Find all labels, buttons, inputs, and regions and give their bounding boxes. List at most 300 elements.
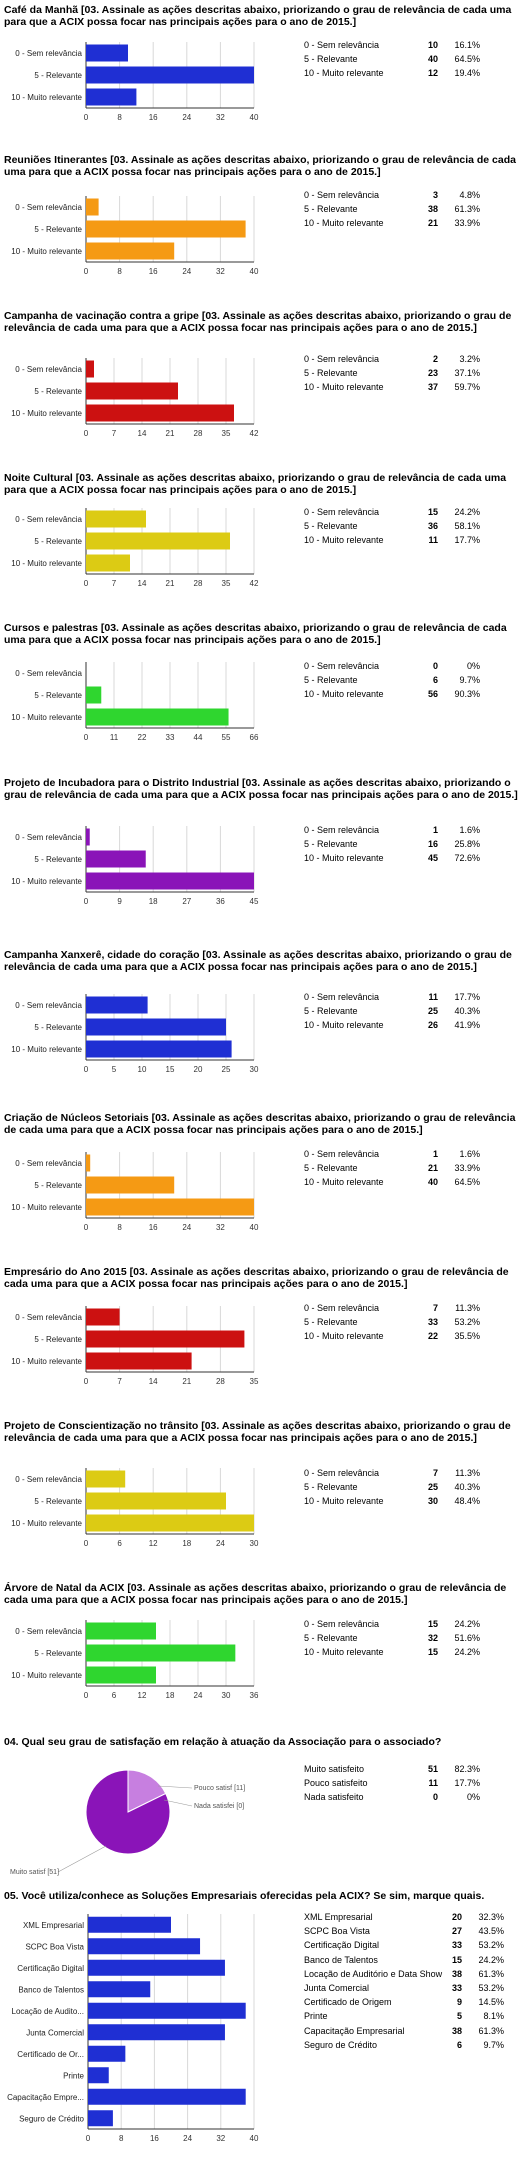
answer-count: 33 bbox=[427, 1317, 438, 1328]
x-tick-label: 24 bbox=[215, 1539, 225, 1548]
answer-percent: 53.2% bbox=[454, 1317, 480, 1328]
answer-count: 25 bbox=[427, 1482, 438, 1493]
answer-percent: 14.5% bbox=[478, 1997, 504, 2008]
x-tick-label: 28 bbox=[193, 429, 203, 438]
x-tick-label: 32 bbox=[216, 2134, 226, 2143]
answer-label: 5 - Relevante bbox=[304, 368, 358, 379]
answer-count: 10 bbox=[427, 40, 438, 50]
bar-chart bbox=[0, 826, 528, 910]
bar bbox=[86, 533, 230, 550]
y-tick-label: 0 - Sem relevância bbox=[15, 1313, 82, 1322]
answer-count: 0 bbox=[432, 1792, 438, 1803]
x-tick-label: 7 bbox=[111, 579, 117, 588]
bar bbox=[88, 2110, 113, 2126]
answer-percent: 8.1% bbox=[483, 2011, 504, 2022]
answer-label: XML Empresarial bbox=[304, 1912, 373, 1922]
y-tick-label: 10 - Muito relevante bbox=[11, 409, 82, 418]
answer-count: 40 bbox=[427, 1177, 438, 1188]
x-tick-label: 35 bbox=[249, 1377, 259, 1386]
x-tick-label: 66 bbox=[249, 733, 259, 742]
bar bbox=[86, 361, 94, 378]
bar bbox=[88, 1960, 225, 1976]
x-tick-label: 21 bbox=[165, 579, 175, 588]
answer-label: 10 - Muito relevante bbox=[304, 382, 384, 393]
answer-count: 16 bbox=[427, 839, 438, 850]
x-tick-label: 6 bbox=[117, 1539, 122, 1548]
answer-label: 5 - Relevante bbox=[304, 1482, 358, 1493]
x-tick-label: 45 bbox=[249, 897, 259, 906]
y-tick-label: 5 - Relevante bbox=[34, 387, 82, 396]
answer-percent: 24.2% bbox=[478, 1954, 504, 1965]
x-tick-label: 11 bbox=[109, 733, 119, 742]
x-tick-label: 20 bbox=[193, 1065, 203, 1074]
answer-percent: 61.3% bbox=[478, 1968, 504, 1979]
answer-label: 5 - Relevante bbox=[304, 1633, 358, 1644]
x-tick-label: 30 bbox=[249, 1065, 259, 1074]
x-tick-label: 33 bbox=[165, 733, 175, 742]
y-tick-label: 0 - Sem relevância bbox=[15, 365, 82, 374]
y-tick-label: 0 - Sem relevância bbox=[15, 1475, 82, 1484]
slice-label: Muito satisf [51] bbox=[10, 1869, 60, 1876]
answer-label: 0 - Sem relevância bbox=[304, 992, 380, 1002]
y-tick-label: Junta Comercial bbox=[26, 2028, 84, 2038]
answer-percent: 40.3% bbox=[454, 1006, 480, 1017]
question-title: Projeto de Incubadora para o Distrito Industrial [03. Assinale as ações descritas abaixo, priorizando o grau de relevância de cada uma para que a ACIX possa focar nas principais ações para o ano de 2015.] bbox=[4, 777, 518, 801]
bar-chart bbox=[0, 1914, 528, 2147]
answer-label: 5 - Relevante bbox=[304, 204, 358, 215]
bar-chart bbox=[0, 358, 528, 442]
bar bbox=[88, 2046, 125, 2062]
y-tick-label: Certificação Digital bbox=[17, 1963, 84, 1973]
answer-count: 25 bbox=[427, 1006, 438, 1017]
x-tick-label: 8 bbox=[117, 267, 122, 276]
answer-percent: 24.2% bbox=[454, 507, 480, 517]
bar bbox=[88, 2067, 109, 2083]
y-tick-label: 10 - Muito relevante bbox=[11, 713, 82, 722]
y-tick-label: XML Empresarial bbox=[22, 1920, 84, 1930]
pie-chart bbox=[0, 1762, 300, 1882]
answer-count: 30 bbox=[427, 1496, 438, 1507]
y-tick-label: 10 - Muito relevante bbox=[11, 559, 82, 568]
answer-percent: 0% bbox=[466, 1792, 480, 1803]
answer-percent: 24.2% bbox=[454, 1619, 480, 1629]
answer-label: 10 - Muito relevante bbox=[304, 68, 384, 79]
answer-count: 37 bbox=[427, 382, 438, 393]
answer-count: 1 bbox=[432, 1149, 438, 1159]
bar bbox=[86, 199, 99, 216]
answer-percent: 53.2% bbox=[478, 1940, 504, 1951]
bar bbox=[86, 89, 136, 106]
y-tick-label: 10 - Muito relevante bbox=[11, 1519, 82, 1528]
bar bbox=[86, 1199, 254, 1216]
bar bbox=[86, 1493, 226, 1510]
answer-count: 38 bbox=[451, 2025, 462, 2036]
x-tick-label: 0 bbox=[83, 1691, 89, 1700]
x-tick-label: 14 bbox=[137, 579, 147, 588]
bar-chart bbox=[0, 42, 528, 126]
answer-count: 38 bbox=[451, 1968, 462, 1979]
answer-percent: 32.3% bbox=[478, 1912, 504, 1922]
x-tick-label: 30 bbox=[221, 1691, 231, 1700]
y-tick-label: SCPC Boa Vista bbox=[25, 1942, 84, 1952]
x-tick-label: 9 bbox=[117, 897, 122, 906]
answer-label: 10 - Muito relevante bbox=[304, 535, 384, 546]
answer-percent: 40.3% bbox=[454, 1482, 480, 1493]
y-tick-label: 10 - Muito relevante bbox=[11, 1045, 82, 1054]
x-tick-label: 0 bbox=[83, 1065, 89, 1074]
bar bbox=[86, 1515, 254, 1532]
x-tick-label: 0 bbox=[83, 267, 89, 276]
answer-percent: 41.9% bbox=[454, 1020, 480, 1031]
x-tick-label: 14 bbox=[148, 1377, 158, 1386]
bar bbox=[86, 1019, 226, 1036]
answer-count: 5 bbox=[456, 2011, 462, 2022]
bar bbox=[86, 1155, 90, 1172]
answer-count: 6 bbox=[456, 2039, 462, 2050]
answer-label: SCPC Boa Vista bbox=[304, 1926, 370, 1937]
bar bbox=[86, 687, 101, 704]
answer-count: 40 bbox=[427, 54, 438, 65]
y-tick-label: 5 - Relevante bbox=[34, 71, 82, 80]
x-tick-label: 8 bbox=[117, 1223, 122, 1232]
bar bbox=[86, 1331, 244, 1348]
answer-percent: 64.5% bbox=[454, 54, 480, 65]
y-tick-label: 0 - Sem relevância bbox=[15, 1001, 82, 1010]
slice-label: Nada satisfei [0] bbox=[194, 1803, 245, 1810]
y-tick-label: 5 - Relevante bbox=[34, 855, 82, 864]
y-tick-label: 10 - Muito relevante bbox=[11, 93, 82, 102]
answer-label: Capacitação Empresarial bbox=[304, 2025, 405, 2036]
x-tick-label: 18 bbox=[182, 1539, 192, 1548]
answer-percent: 9.7% bbox=[459, 675, 480, 686]
answer-percent: 4.8% bbox=[459, 190, 480, 200]
answer-label: 5 - Relevante bbox=[304, 675, 358, 686]
bar bbox=[86, 405, 234, 422]
x-tick-label: 40 bbox=[249, 267, 259, 276]
leader-line bbox=[58, 1846, 106, 1872]
answer-label: 0 - Sem relevância bbox=[304, 507, 380, 517]
y-tick-label: 0 - Sem relevância bbox=[15, 669, 82, 678]
answer-count: 11 bbox=[428, 1778, 438, 1789]
y-tick-label: 10 - Muito relevante bbox=[11, 877, 82, 886]
y-tick-label: 5 - Relevante bbox=[34, 1335, 82, 1344]
answer-label: 0 - Sem relevância bbox=[304, 190, 380, 200]
answer-label: Junta Comercial bbox=[304, 1982, 370, 1993]
answer-percent: 17.7% bbox=[454, 1778, 480, 1789]
answer-percent: 35.5% bbox=[454, 1331, 480, 1342]
answer-count: 9 bbox=[456, 1997, 462, 2008]
answer-label: 5 - Relevante bbox=[304, 1163, 358, 1174]
x-tick-label: 14 bbox=[137, 429, 147, 438]
x-tick-label: 0 bbox=[83, 429, 89, 438]
y-tick-label: Capacitação Empre... bbox=[7, 2092, 84, 2102]
x-tick-label: 0 bbox=[83, 113, 89, 122]
answer-percent: 16.1% bbox=[454, 40, 480, 50]
answer-count: 51 bbox=[427, 1764, 438, 1774]
y-tick-label: Banco de Talentos bbox=[18, 1985, 84, 1995]
slice-label: Pouco satisf [11] bbox=[194, 1785, 246, 1792]
y-tick-label: 0 - Sem relevância bbox=[15, 49, 82, 58]
answer-count: 33 bbox=[451, 1940, 462, 1951]
bar bbox=[86, 851, 146, 868]
x-tick-label: 55 bbox=[221, 733, 231, 742]
answer-label: 10 - Muito relevante bbox=[304, 1020, 384, 1031]
x-tick-label: 40 bbox=[249, 113, 259, 122]
answer-percent: 17.7% bbox=[454, 535, 480, 546]
x-tick-label: 16 bbox=[149, 2134, 159, 2143]
answer-count: 20 bbox=[451, 1912, 462, 1922]
question-title: Projeto de Conscientização no trânsito [03. Assinale as ações descritas abaixo, priorizando o grau de relevância de cada uma para que a ACIX possa focar nas principais ações para o ano de 2015.] bbox=[4, 1420, 511, 1444]
x-tick-label: 0 bbox=[83, 1223, 89, 1232]
x-tick-label: 35 bbox=[221, 579, 231, 588]
answer-percent: 59.7% bbox=[454, 382, 480, 393]
answer-count: 32 bbox=[427, 1633, 438, 1644]
x-tick-label: 24 bbox=[182, 1223, 192, 1232]
answer-count: 23 bbox=[427, 368, 438, 379]
bar-chart bbox=[0, 1468, 528, 1552]
x-tick-label: 21 bbox=[165, 429, 175, 438]
answer-count: 21 bbox=[427, 1163, 438, 1174]
answer-count: 11 bbox=[428, 535, 438, 546]
x-tick-label: 35 bbox=[221, 429, 231, 438]
y-tick-label: Seguro de Crédito bbox=[19, 2114, 84, 2124]
question-title: Árvore de Natal da ACIX [03. Assinale as ações descritas abaixo, priorizando o grau de relevância de cada uma para que a ACIX possa focar nas principais ações para o ano de 2015.] bbox=[4, 1582, 507, 1606]
answer-label: Pouco satisfeito bbox=[304, 1778, 368, 1789]
answer-count: 11 bbox=[428, 992, 438, 1002]
answer-label: Nada satisfeito bbox=[304, 1792, 364, 1803]
y-tick-label: Certificado de Or... bbox=[17, 2049, 84, 2059]
x-tick-label: 36 bbox=[249, 1691, 259, 1700]
x-tick-label: 6 bbox=[111, 1691, 117, 1700]
question-title: Criação de Núcleos Setoriais [03. Assinale as ações descritas abaixo, priorizando o grau de relevância de cada uma para que a ACIX possa focar nas principais ações para o ano de 2015.] bbox=[4, 1112, 516, 1136]
answer-count: 7 bbox=[432, 1468, 438, 1478]
answer-label: 0 - Sem relevância bbox=[304, 40, 380, 50]
bar bbox=[86, 511, 146, 528]
question-title: 05. Você utiliza/conhece as Soluções Empresariais oferecidas pela ACIX? Se sim, marque quais. bbox=[4, 1890, 485, 1902]
answer-percent: 11.3% bbox=[455, 1303, 480, 1313]
answer-percent: 53.2% bbox=[478, 1982, 504, 1993]
bar-chart bbox=[0, 196, 528, 280]
answer-label: 0 - Sem relevância bbox=[304, 1468, 380, 1478]
y-tick-label: 0 - Sem relevância bbox=[15, 515, 82, 524]
bar bbox=[86, 1177, 174, 1194]
answer-label: 10 - Muito relevante bbox=[304, 1331, 384, 1342]
x-tick-label: 22 bbox=[137, 733, 147, 742]
answer-count: 15 bbox=[427, 1619, 438, 1629]
answer-count: 3 bbox=[432, 190, 438, 200]
answer-label: 10 - Muito relevante bbox=[304, 218, 384, 229]
bar bbox=[86, 221, 246, 238]
x-tick-label: 42 bbox=[249, 579, 259, 588]
answer-label: 10 - Muito relevante bbox=[304, 853, 384, 864]
bar bbox=[86, 997, 148, 1014]
bar-chart bbox=[0, 994, 528, 1078]
answer-count: 12 bbox=[427, 68, 438, 79]
answer-label: 5 - Relevante bbox=[304, 521, 358, 532]
bar-chart bbox=[0, 1620, 528, 1704]
answer-label: 0 - Sem relevância bbox=[304, 1149, 380, 1159]
bar bbox=[86, 243, 174, 260]
answer-count: 0 bbox=[432, 661, 438, 671]
bar bbox=[86, 1667, 156, 1684]
answer-percent: 11.3% bbox=[455, 1468, 480, 1478]
question-title: Empresário do Ano 2015 [03. Assinale as ações descritas abaixo, priorizando o grau de relevância de cada uma para que a ACIX possa focar nas principais ações para o ano de 2015.] bbox=[4, 1266, 509, 1290]
answer-count: 15 bbox=[427, 507, 438, 517]
x-tick-label: 32 bbox=[215, 267, 225, 276]
answer-label: Printe bbox=[304, 2011, 328, 2022]
answer-count: 21 bbox=[427, 218, 438, 229]
y-tick-label: 0 - Sem relevância bbox=[15, 1159, 82, 1168]
x-tick-label: 16 bbox=[148, 267, 158, 276]
x-tick-label: 16 bbox=[148, 1223, 158, 1232]
bar bbox=[88, 1981, 150, 1997]
answer-percent: 24.2% bbox=[454, 1647, 480, 1658]
x-tick-label: 27 bbox=[182, 897, 192, 906]
x-tick-label: 7 bbox=[111, 429, 117, 438]
bar bbox=[86, 873, 254, 890]
bar bbox=[86, 1623, 156, 1640]
bar bbox=[88, 2089, 246, 2105]
bar bbox=[86, 1353, 192, 1370]
x-tick-label: 0 bbox=[83, 733, 89, 742]
answer-percent: 72.6% bbox=[454, 853, 480, 864]
y-tick-label: 10 - Muito relevante bbox=[11, 247, 82, 256]
answer-count: 15 bbox=[427, 1647, 438, 1658]
answer-percent: 61.3% bbox=[454, 204, 480, 215]
answer-percent: 9.7% bbox=[483, 2039, 504, 2050]
bar bbox=[86, 1041, 232, 1058]
answer-count: 36 bbox=[427, 521, 438, 532]
answer-count: 15 bbox=[451, 1954, 462, 1965]
x-tick-label: 0 bbox=[85, 2134, 91, 2143]
y-tick-label: 5 - Relevante bbox=[34, 537, 82, 546]
question-title: Reuniões Itinerantes [03. Assinale as ações descritas abaixo, priorizando o grau de relevância de cada uma para que a ACIX possa focar nas principais ações para o ano de 2015.] bbox=[4, 154, 516, 178]
answer-percent: 64.5% bbox=[454, 1177, 480, 1188]
x-tick-label: 24 bbox=[182, 113, 192, 122]
bar bbox=[88, 2024, 225, 2040]
answer-label: 0 - Sem relevância bbox=[304, 661, 380, 671]
x-tick-label: 32 bbox=[215, 1223, 225, 1232]
x-tick-label: 16 bbox=[148, 113, 158, 122]
bar bbox=[88, 1917, 171, 1933]
x-tick-label: 24 bbox=[182, 267, 192, 276]
question-title: Noite Cultural [03. Assinale as ações descritas abaixo, priorizando o grau de relevância de cada uma para que a ACIX possa focar nas principais ações para o ano de 2015.] bbox=[4, 472, 507, 496]
question-title: Campanha de vacinação contra a gripe [03. Assinale as ações descritas abaixo, priorizando o grau de relevância de cada uma para que a ACIX possa focar nas principais ações para o ano de 2015.] bbox=[4, 310, 512, 334]
x-tick-label: 0 bbox=[83, 1377, 89, 1386]
answer-label: Certificado de Origem bbox=[304, 1997, 392, 2008]
x-tick-label: 8 bbox=[118, 2134, 124, 2143]
x-tick-label: 36 bbox=[215, 897, 225, 906]
answer-percent: 17.7% bbox=[454, 992, 480, 1002]
answer-percent: 43.5% bbox=[478, 1926, 504, 1937]
answer-label: Locação de Auditório e Data Show bbox=[304, 1968, 443, 1979]
answer-percent: 1.6% bbox=[459, 825, 480, 835]
y-tick-label: 5 - Relevante bbox=[34, 1497, 82, 1506]
answer-percent: 33.9% bbox=[454, 1163, 480, 1174]
y-tick-label: 10 - Muito relevante bbox=[11, 1203, 82, 1212]
y-tick-label: 0 - Sem relevância bbox=[15, 833, 82, 842]
x-tick-label: 24 bbox=[193, 1691, 203, 1700]
answer-count: 22 bbox=[427, 1331, 438, 1342]
x-tick-label: 12 bbox=[148, 1539, 158, 1548]
answer-label: 5 - Relevante bbox=[304, 54, 358, 65]
answer-label: 10 - Muito relevante bbox=[304, 1496, 384, 1507]
y-tick-label: Printe bbox=[63, 2071, 84, 2081]
answer-label: Certificação Digital bbox=[304, 1940, 380, 1951]
answer-label: 5 - Relevante bbox=[304, 839, 358, 850]
answer-label: 10 - Muito relevante bbox=[304, 689, 384, 700]
x-tick-label: 18 bbox=[148, 897, 158, 906]
answer-count: 45 bbox=[427, 853, 438, 864]
answer-count: 6 bbox=[432, 675, 438, 686]
x-tick-label: 21 bbox=[182, 1377, 192, 1386]
answer-percent: 48.4% bbox=[454, 1496, 480, 1507]
answer-percent: 1.6% bbox=[459, 1149, 480, 1159]
answer-percent: 61.3% bbox=[478, 2025, 504, 2036]
answer-label: Muito satisfeito bbox=[304, 1764, 365, 1774]
question-title: Cursos e palestras [03. Assinale as ações descritas abaixo, priorizando o grau de relevância de cada uma para que a ACIX possa focar nas principais ações para o ano de 2015.] bbox=[4, 622, 507, 646]
bar bbox=[86, 709, 229, 726]
x-tick-label: 7 bbox=[117, 1377, 122, 1386]
answer-percent: 90.3% bbox=[454, 689, 480, 700]
answer-percent: 3.2% bbox=[459, 354, 480, 364]
x-tick-label: 0 bbox=[83, 579, 89, 588]
answer-percent: 25.8% bbox=[454, 839, 480, 850]
bar-chart bbox=[0, 1306, 528, 1390]
y-tick-label: 10 - Muito relevante bbox=[11, 1357, 82, 1366]
answer-percent: 51.6% bbox=[454, 1633, 480, 1644]
answer-percent: 0% bbox=[466, 661, 480, 671]
answer-label: 5 - Relevante bbox=[304, 1317, 358, 1328]
y-tick-label: 10 - Muito relevante bbox=[11, 1671, 82, 1680]
answer-label: Seguro de Crédito bbox=[304, 2039, 378, 2050]
answer-percent: 37.1% bbox=[454, 368, 480, 379]
answer-percent: 19.4% bbox=[454, 68, 480, 79]
answer-label: 5 - Relevante bbox=[304, 1006, 358, 1017]
bar-chart bbox=[0, 662, 528, 746]
answer-count: 56 bbox=[427, 689, 438, 700]
bar bbox=[86, 829, 90, 846]
answer-count: 2 bbox=[432, 354, 438, 364]
bar bbox=[86, 555, 130, 572]
answer-count: 38 bbox=[427, 204, 438, 215]
bar bbox=[86, 1645, 235, 1662]
answer-label: Banco de Talentos bbox=[304, 1954, 378, 1965]
x-tick-label: 15 bbox=[165, 1065, 175, 1074]
y-tick-label: 5 - Relevante bbox=[34, 1181, 82, 1190]
answer-count: 1 bbox=[432, 825, 438, 835]
x-tick-label: 28 bbox=[215, 1377, 225, 1386]
bar bbox=[86, 1471, 125, 1488]
bar bbox=[86, 1309, 120, 1326]
x-tick-label: 30 bbox=[249, 1539, 259, 1548]
y-tick-label: 0 - Sem relevância bbox=[15, 1627, 82, 1636]
x-tick-label: 12 bbox=[137, 1691, 147, 1700]
bar bbox=[88, 1938, 200, 1954]
x-tick-label: 5 bbox=[111, 1065, 117, 1074]
y-tick-label: 5 - Relevante bbox=[34, 1023, 82, 1032]
answer-label: 0 - Sem relevância bbox=[304, 354, 380, 364]
x-tick-label: 10 bbox=[137, 1065, 147, 1074]
leader-line bbox=[158, 1786, 192, 1788]
answer-label: 10 - Muito relevante bbox=[304, 1647, 384, 1658]
x-tick-label: 18 bbox=[165, 1691, 175, 1700]
x-tick-label: 0 bbox=[83, 1539, 89, 1548]
bar bbox=[86, 45, 128, 62]
answer-label: 0 - Sem relevância bbox=[304, 825, 380, 835]
answer-label: 10 - Muito relevante bbox=[304, 1177, 384, 1188]
bar bbox=[86, 383, 178, 400]
